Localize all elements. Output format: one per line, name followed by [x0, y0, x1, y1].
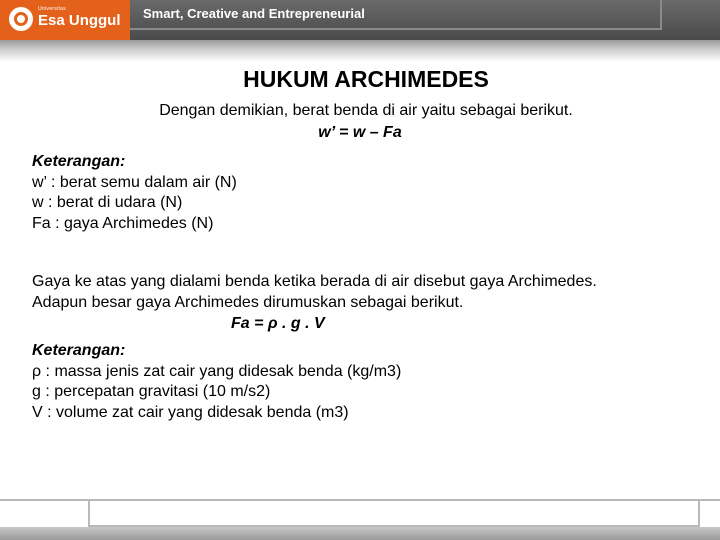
intro-text: Dengan demikian, berat benda di air yaitu sebagai berikut.	[159, 102, 573, 119]
formula-weight-text: w’ = w – Fa	[318, 124, 402, 141]
slide-title: HUKUM ARCHIMEDES	[243, 66, 489, 92]
paragraph-block	[32, 272, 597, 313]
footer-frame	[88, 499, 700, 527]
formula-weight	[0, 124, 720, 142]
keterangan-label: Keterangan:	[32, 342, 126, 359]
keterangan-block-2	[32, 341, 401, 423]
footer-bar	[0, 527, 720, 540]
keterangan-line: ρ : massa jenis zat cair yang didesak benda (kg/m3)	[32, 362, 402, 380]
keterangan-block-1	[32, 152, 237, 234]
keterangan-line: g : percepatan gravitasi (10 m/s2)	[32, 383, 271, 400]
keterangan-line: w : berat di udara (N)	[32, 194, 183, 211]
keterangan-line: Fa : gaya Archimedes (N)	[32, 214, 214, 232]
keterangan-line: V : volume zat cair yang didesak benda (m3)	[32, 403, 349, 421]
formula-archimedes: Fa = ρ . g . V	[231, 315, 325, 332]
logo-subtext: Universitas	[38, 6, 67, 12]
logo-text: Esa Unggul	[38, 12, 121, 29]
keterangan-label: Keterangan:	[32, 153, 126, 170]
paragraph-line: Adapun besar gaya Archimedes dirumuskan sebagai berikut.	[32, 293, 464, 311]
tagline: Smart, Creative and Entrepreneurial	[143, 6, 365, 21]
paragraph-line: Gaya ke atas yang dialami benda ketika berada di air disebut gaya Archimedes.	[32, 273, 597, 290]
keterangan-line: w’ : berat semu dalam air (N)	[32, 173, 237, 191]
